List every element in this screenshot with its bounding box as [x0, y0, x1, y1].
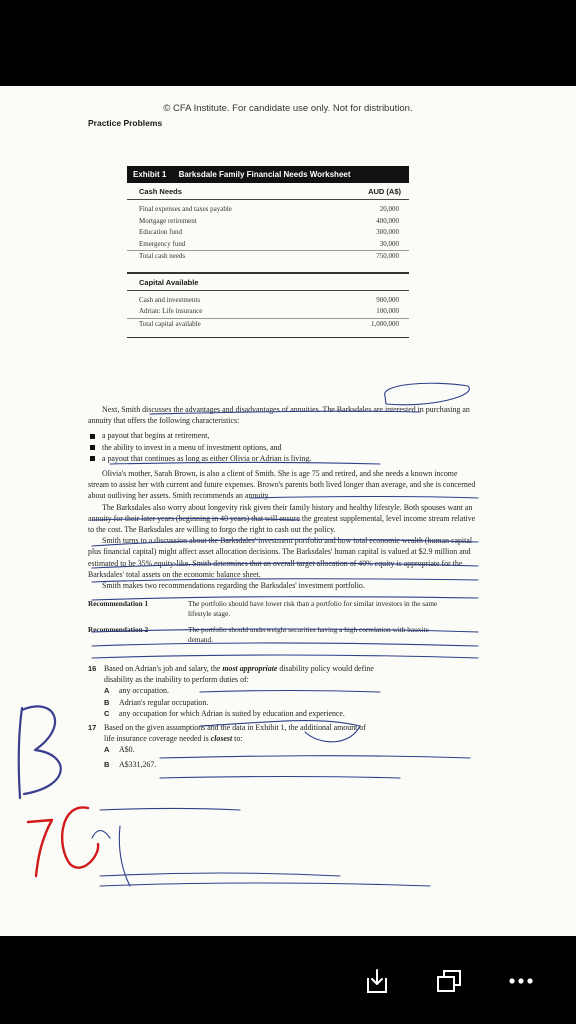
table-row	[127, 204, 409, 216]
option-a	[104, 744, 478, 756]
row-value: 400,000	[376, 216, 399, 225]
row-label: Emergency fund	[139, 239, 186, 248]
option-letter: A	[104, 744, 110, 754]
question-stem-end: disability policy would define disability as the inability to perform duties of:	[104, 664, 374, 685]
question-stem: Based on Adrian's job and salary, the	[104, 664, 223, 674]
exhibit-title: Barksdale Family Financial Needs Worksheet	[178, 170, 351, 179]
table-row	[127, 239, 409, 251]
question-emphasis: closest	[210, 733, 233, 743]
table-row	[127, 216, 409, 228]
row-value: 750,000	[376, 252, 399, 260]
paragraph-recommendations: Smith makes two recommendations regarding the Barksdales' investment portfolio.	[102, 581, 365, 591]
question-16	[88, 663, 478, 685]
option-text: Adrian's regular occupation.	[119, 697, 209, 707]
question-stem-end: to:	[232, 733, 243, 743]
option-text: any occupation for which Adrian is suited by education and experience.	[119, 709, 345, 719]
row-label: Adrian: Life insurance	[139, 307, 203, 315]
question-number: 16	[88, 664, 97, 674]
option-text: A$0.	[119, 744, 135, 754]
table-row	[127, 227, 409, 239]
recommendation-text: The portfolio should underweight securities having a high correlation with bauxite demand.	[188, 625, 429, 645]
option-c	[104, 708, 478, 720]
table-row	[127, 306, 409, 318]
question-stem: Based on the given assumptions and the data in Exhibit 1, the additional amount of life insurance coverage needed is	[104, 722, 366, 743]
question-text	[104, 722, 374, 744]
row-label: Education fund	[139, 228, 182, 236]
annuities-circle	[385, 383, 470, 405]
answer-16-mark	[19, 706, 61, 798]
question-emphasis: most appropriate	[222, 664, 278, 674]
option-a	[104, 685, 478, 697]
row-value: 900,000	[376, 295, 399, 304]
cash-needs-header: Cash Needs	[139, 187, 182, 196]
table-row-total	[127, 250, 409, 262]
row-label: Total cash needs	[139, 252, 186, 260]
more-icon[interactable]	[505, 966, 537, 996]
list-item: a payout that begins at retirement,	[88, 430, 478, 441]
recommendation-label: Recommendation 1	[88, 599, 149, 609]
paragraph-longevity: The Barksdales also worry about longevity risk given their family history and healthy lifestyle. Both spouses want an annuity for their later years (beginning in 40 years) that will ensure the greatest supplemental, level income stream relative to the cost. The Barksdales are willing to forgo the right to cash out the policy.	[88, 502, 476, 535]
row-value: 300,000	[376, 228, 399, 236]
table-row	[127, 295, 409, 307]
list-item: a payout that continues as long as either Olivia or Adrian is living.	[88, 453, 478, 464]
copyright-notice: © CFA Institute. For candidate use only. Not for distribution.	[163, 103, 413, 114]
exhibit-number: Exhibit 1	[133, 170, 167, 179]
recommendation-2	[88, 625, 478, 645]
capital-available-header: Capital Available	[127, 272, 409, 291]
bullet-list	[88, 430, 478, 464]
recommendation-1	[88, 599, 478, 619]
row-label: Mortgage retirement	[139, 216, 197, 225]
table-row-total	[127, 318, 409, 330]
download-icon[interactable]	[361, 966, 393, 996]
exhibit-table	[127, 166, 409, 338]
copy-icon[interactable]	[433, 966, 465, 996]
section-title: Practice Problems	[88, 118, 163, 128]
row-label: Final expenses and taxes payable	[139, 205, 232, 213]
row-value: 30,000	[379, 239, 399, 248]
option-letter: A	[104, 686, 110, 696]
question-17	[88, 722, 478, 744]
row-value: 20,000	[379, 205, 399, 213]
question-text	[104, 663, 374, 685]
paragraph-intro: Next, Smith discusses the advantages and disadvantages of annuities. The Barksdales are interested in purchasing an annuity that offers the following characteristics:	[88, 405, 470, 426]
option-text: any occupation.	[119, 686, 169, 696]
option-b	[104, 697, 478, 709]
top-bar	[0, 0, 576, 86]
option-letter: B	[104, 760, 110, 770]
row-label: Cash and investments	[139, 295, 201, 304]
option-text: A$331,267.	[119, 760, 157, 770]
paragraph-brown: Olivia's mother, Sarah Brown, is also a client of Smith. She is age 75 and retired, and she needs a known income stream to assist her with current and future expenses. Brown's parents both lived longer than average, and she is concerned about outliving her assets. Smith recommends an annuity.	[88, 469, 476, 501]
list-item: the ability to invest in a menu of investment options, and	[88, 442, 478, 453]
question-number: 17	[88, 722, 97, 732]
recommendation-text: The portfolio should have lower risk than a portfolio for similar investors in the same lifestyle stage.	[188, 599, 438, 619]
row-value: 1,000,000	[371, 319, 399, 328]
body-text	[88, 404, 478, 771]
row-value: 100,000	[376, 307, 399, 315]
currency-header: AUD (A$)	[368, 187, 401, 196]
bottom-toolbar	[0, 936, 576, 1024]
paragraph-portfolio: Smith turns to a discussion about the Barksdales' investment portfolio and how total economic wealth (human capital plus financial capital) might affect asset allocation decisions. The Barksdales' human capital is valued at $2.9 million and estimated to be 35% equity-like. Smith determines that an overall target allocation of 40% equity is appropriate for the Barksdales' total assets on the economic balance sheet.	[88, 536, 473, 579]
exhibit-column-header	[127, 183, 409, 200]
recommendation-label: Recommendation 2	[88, 625, 149, 635]
exhibit-title-bar	[127, 166, 409, 183]
document-page	[0, 86, 576, 936]
exhibit-bottom-rule	[127, 337, 409, 338]
row-label: Total capital available	[139, 319, 201, 328]
option-b	[104, 759, 478, 771]
option-letter: B	[104, 697, 110, 707]
answer-17-mark	[28, 807, 98, 876]
option-letter: C	[104, 709, 110, 719]
